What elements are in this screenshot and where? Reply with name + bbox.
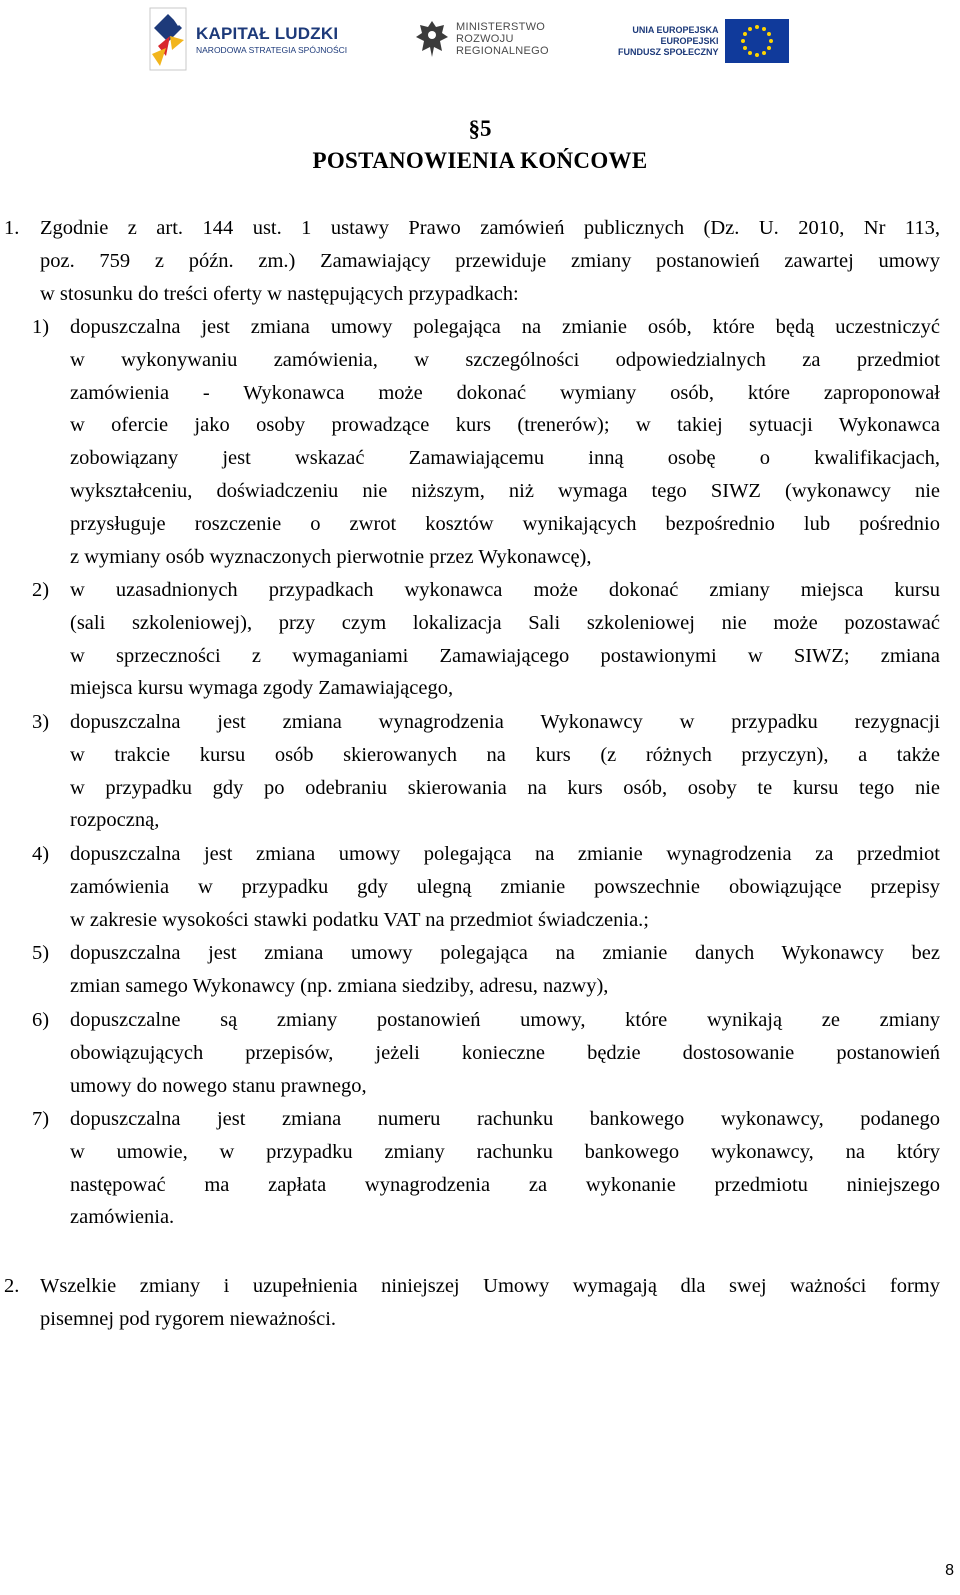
eu-logo xyxy=(618,18,789,64)
kapital-ludzki-star-icon xyxy=(146,6,190,72)
list-item-body xyxy=(70,574,940,705)
paragraph-2 xyxy=(0,1270,960,1336)
ministry-text xyxy=(456,21,549,57)
list-item-number: 6) xyxy=(32,1009,50,1031)
list-item-3 xyxy=(32,706,940,837)
list-item-body xyxy=(70,1103,940,1234)
ministry-line-1: MINISTERSTWO xyxy=(456,21,546,33)
list-item-1 xyxy=(32,311,940,573)
eu-line-1: UNIA EUROPEJSKA xyxy=(632,24,719,35)
list-item-line: (sali szkoleniowej), przy czym lokalizacja Sali szkoleniowej nie może pozostawać xyxy=(70,611,940,634)
list-item-line: w trakcie kursu osób skierowanych na kurs (z różnych przyczyn), a także xyxy=(70,743,940,766)
list-item-line: w ofercie jako osoby prowadzące kurs (trenerów); w takiej sytuacji Wykonawca xyxy=(70,414,940,437)
paragraph-1-number: 1. xyxy=(4,217,20,239)
paragraph-2-body xyxy=(40,1270,940,1336)
list-item-line: umowy do nowego stanu prawnego, xyxy=(70,1074,367,1097)
kapital-ludzki-title: KAPITAŁ LUDZKI xyxy=(196,23,339,43)
ministry-line-3: REGIONALNEGO xyxy=(456,45,549,57)
list-item-line: w sprzeczności z wymaganiami Zamawiającego postawionymi w SIWZ; zmiana xyxy=(70,644,940,667)
paragraph-1 xyxy=(0,212,960,310)
list-item-line: następować ma zapłata wynagrodzenia za wykonanie przedmiotu niniejszego xyxy=(70,1173,940,1196)
list-item-line: dopuszczalna jest zmiana numeru rachunku bankowego wykonawcy, podanego xyxy=(70,1108,940,1130)
paragraph-2-line: Wszelkie zmiany i uzupełnienia niniejszej Umowy wymagają dla swej ważności formy xyxy=(40,1275,940,1297)
list-item-body xyxy=(70,311,940,573)
paragraph-1-body xyxy=(40,212,940,310)
eu-flag-icon xyxy=(725,19,789,63)
list-item-2 xyxy=(32,574,940,705)
list-item-body xyxy=(70,937,940,1003)
paragraph-1-line: poz. 759 z późn. zm.) Zamawiający przewiduje zmiany postanowień zawartej umowy xyxy=(40,249,940,272)
list-item-line: zobowiązany jest wskazać Zamawiającemu inną osobę o kwalifikacjach, xyxy=(70,447,940,470)
list-item-6 xyxy=(32,1004,940,1102)
kapital-ludzki-logo xyxy=(146,4,347,74)
list-item-number: 1) xyxy=(32,316,50,338)
list-item-number: 3) xyxy=(32,711,50,733)
list-item-line: dopuszczalna jest zmiana umowy polegająca na zmianie osób, które będą uczestniczyć xyxy=(70,316,940,338)
list-item-line: z wymiany osób wyznaczonych pierwotnie przez Wykonawcę), xyxy=(70,545,592,568)
paragraph-1-line: w stosunku do treści oferty w następujących przypadkach: xyxy=(40,282,519,305)
list-item-line: zamówienia. xyxy=(70,1206,175,1229)
eu-line-3: FUNDUSZ SPOŁECZNY xyxy=(618,46,719,57)
list-item-number: 7) xyxy=(32,1108,50,1130)
paragraph-1-line: Zgodnie z art. 144 ust. 1 ustawy Prawo zamówień publicznych (Dz. U. 2010, Nr 113, xyxy=(40,217,940,239)
ministry-logo xyxy=(414,14,549,64)
list-item-body xyxy=(70,1004,940,1102)
list-item-line: zmian samego Wykonawcy (np. zmiana siedziby, adresu, nazwy), xyxy=(70,974,609,997)
list-item-body xyxy=(70,838,940,936)
ministry-line-2: ROZWOJU xyxy=(456,33,514,45)
eu-line-2: EUROPEJSKI xyxy=(660,35,719,46)
list-item-7 xyxy=(32,1103,940,1234)
section-number: §5 xyxy=(468,116,492,141)
page-number: 8 xyxy=(945,1562,954,1579)
list-item-line: dopuszczalna jest zmiana umowy polegająca na zmianie danych Wykonawcy bez xyxy=(70,942,940,964)
list-item-line: w uzasadnionych przypadkach wykonawca może dokonać zmiany miejsca kursu xyxy=(70,579,940,601)
list-item-body xyxy=(70,706,940,837)
list-item-number: 4) xyxy=(32,843,50,865)
list-item-line: w umowie, w przypadku zmiany rachunku bankowego wykonawcy, na który xyxy=(70,1140,940,1163)
eagle-emblem-icon xyxy=(414,17,450,61)
list-item-line: dopuszczalna jest zmiana umowy polegająca na zmianie wynagrodzenia za przedmiot xyxy=(70,843,940,865)
list-item-line: dopuszczalne są zmiany postanowień umowy, które wynikają ze zmiany xyxy=(70,1009,940,1031)
section-title: POSTANOWIENIA KOŃCOWE xyxy=(312,148,648,173)
paragraph-2-line: pisemnej pod rygorem nieważności. xyxy=(40,1307,337,1330)
list-item-line: przysługuje roszczenie o zwrot kosztów wynikających bezpośrednio lub pośrednio xyxy=(70,512,940,535)
list-item-line: w przypadku gdy po odebraniu skierowania na kurs osób, osoby te kursu tego nie xyxy=(70,776,940,799)
list-item-line: w zakresie wysokości stawki podatku VAT na przedmiot świadczenia.; xyxy=(70,908,649,931)
list-item-4 xyxy=(32,838,940,936)
list-item-5 xyxy=(32,937,940,1003)
list-item-line: zamówienia w przypadku gdy ulegną zmianie powszechnie obowiązujące przepisy xyxy=(70,875,940,898)
list-item-line: wykształceniu, doświadczeniu nie niższym, niż wymaga tego SIWZ (wykonawcy nie xyxy=(70,479,940,502)
list-item-line: zamówienia - Wykonawca może dokonać wymiany osób, które zaproponował xyxy=(70,381,940,404)
kapital-ludzki-text xyxy=(196,24,347,55)
list-item-line: obowiązujących przepisów, jeżeli konieczne będzie dostosowanie postanowień xyxy=(70,1041,940,1064)
paragraph-2-number: 2. xyxy=(4,1275,20,1297)
list-item-number: 5) xyxy=(32,942,50,964)
list-item-number: 2) xyxy=(32,579,50,601)
page-header xyxy=(0,0,960,80)
list-item-line: rozpoczną, xyxy=(70,809,160,832)
list-item-line: miejsca kursu wymaga zgody Zamawiającego, xyxy=(70,677,454,700)
list-item-line: dopuszczalna jest zmiana wynagrodzenia Wykonawcy w przypadku rezygnacji xyxy=(70,711,940,733)
list-item-line: w wykonywaniu zamówienia, w szczególności odpowiedzialnych za przedmiot xyxy=(70,348,940,371)
kapital-ludzki-subtitle: NARODOWA STRATEGIA SPÓJNOŚCI xyxy=(196,44,348,55)
eu-text xyxy=(618,25,719,58)
